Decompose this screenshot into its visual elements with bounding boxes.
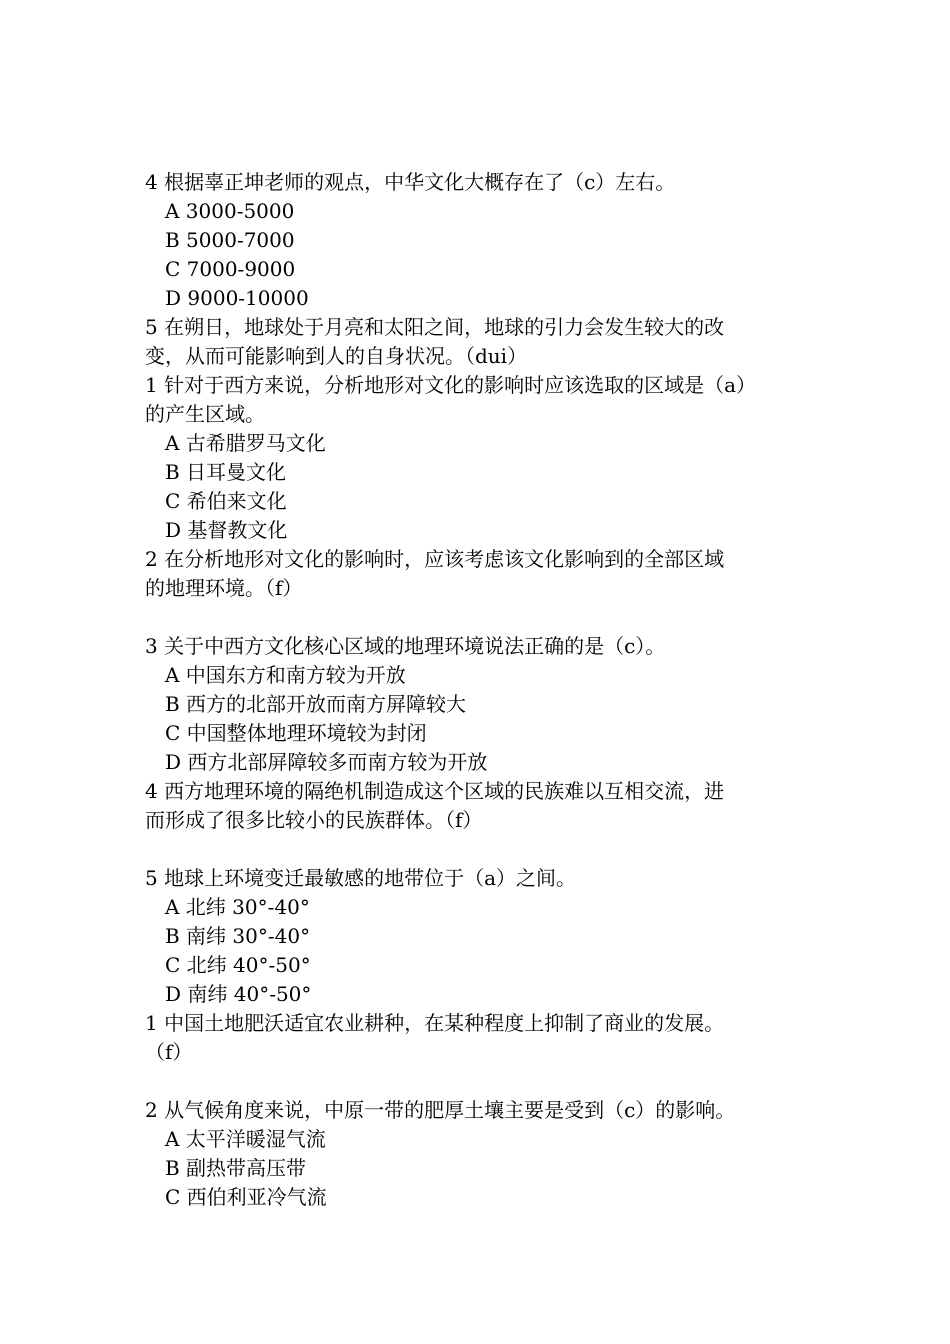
answer-option: D 基督教文化 xyxy=(165,518,288,542)
answer-option: A 中国东方和南方较为开放 xyxy=(165,663,406,687)
question-text: 的地理环境。（f） xyxy=(145,576,303,600)
answer-option: D 西方北部屏障较多而南方较为开放 xyxy=(165,750,488,774)
question-text: 1 中国土地肥沃适宜农业耕种，在某种程度上抑制了商业的发展。 xyxy=(145,1011,725,1035)
question-text: 4 西方地理环境的隔绝机制造成这个区域的民族难以互相交流，进 xyxy=(145,779,725,803)
answer-option: C 希伯来文化 xyxy=(165,489,287,513)
answer-option: A 北纬 30°-40° xyxy=(165,895,310,919)
question-text: 而形成了很多比较小的民族群体。（f） xyxy=(145,808,483,832)
blank-line xyxy=(145,603,845,632)
question-text: 5 地球上环境变迁最敏感的地带位于（a）之间。 xyxy=(145,866,577,890)
blank-line xyxy=(145,835,845,864)
answer-option: D 南纬 40°-50° xyxy=(165,982,312,1006)
answer-option: C 7000-9000 xyxy=(165,257,296,281)
question-text: 2 从气候角度来说，中原一带的肥厚土壤主要是受到（c）的影响。 xyxy=(145,1098,736,1122)
answer-option: C 北纬 40°-50° xyxy=(165,953,311,977)
answer-option: D 9000-10000 xyxy=(165,286,309,310)
question-text: 3 关于中西方文化核心区域的地理环境说法正确的是（c）。 xyxy=(145,634,666,658)
answer-option: B 5000-7000 xyxy=(165,228,295,252)
answer-option: B 日耳曼文化 xyxy=(165,460,287,484)
answer-option: C 中国整体地理环境较为封闭 xyxy=(165,721,427,745)
blank-line xyxy=(145,1067,845,1096)
question-text: 的产生区域。 xyxy=(145,402,265,426)
question-text: 5 在朔日，地球处于月亮和太阳之间，地球的引力会发生较大的改 xyxy=(145,315,725,339)
answer-option: B 西方的北部开放而南方屏障较大 xyxy=(165,692,467,716)
answer-option: B 南纬 30°-40° xyxy=(165,924,311,948)
answer-option: C 西伯利亚冷气流 xyxy=(165,1185,327,1209)
answer-option: A 3000-5000 xyxy=(165,199,295,223)
answer-option: A 古希腊罗马文化 xyxy=(165,431,326,455)
question-text: 变，从而可能影响到人的自身状况。（dui） xyxy=(145,344,528,368)
answer-option: B 副热带高压带 xyxy=(165,1156,307,1180)
document-page xyxy=(145,168,845,1212)
question-text: （f） xyxy=(145,1040,193,1064)
question-text: 1 针对于西方来说，分析地形对文化的影响时应该选取的区域是（a） xyxy=(145,373,757,397)
answer-option: A 太平洋暖湿气流 xyxy=(165,1127,326,1151)
question-text: 2 在分析地形对文化的影响时，应该考虑该文化影响到的全部区域 xyxy=(145,547,725,571)
question-text: 4 根据辜正坤老师的观点，中华文化大概存在了（c）左右。 xyxy=(145,170,676,194)
